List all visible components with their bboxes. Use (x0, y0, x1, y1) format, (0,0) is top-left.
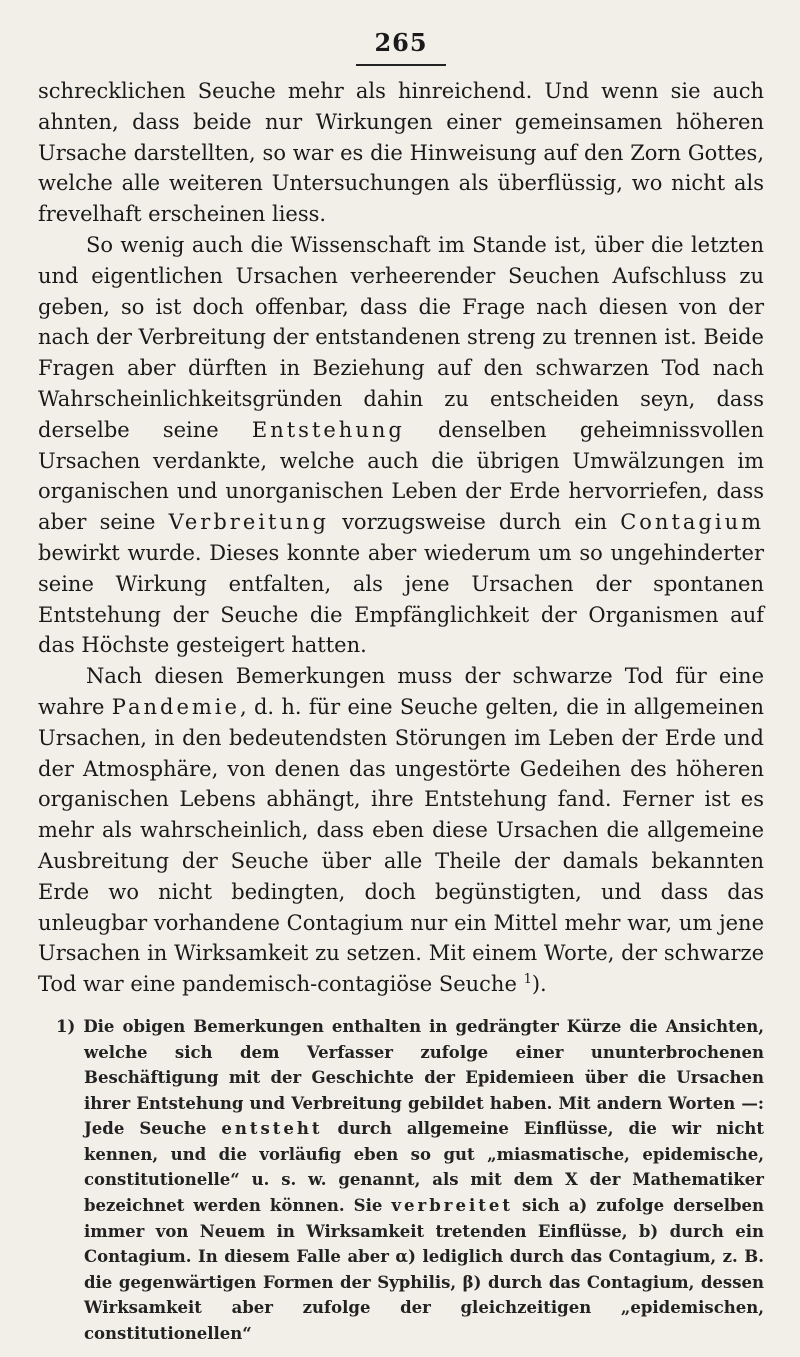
paragraph-3-text-c: ). (531, 972, 547, 997)
footnote-text-c: sich a) zufolge derselben immer von Neuem in Wirksamkeit tretenden Einflüsse, b) durch ein Contagium. In diesem Falle aber α) lediglich durch das Contagium, z. B. die gegenwärtigen Formen der Syphilis, β) durch das Contagium, dessen Wirksamkeit aber zufolge der gleichzeitigen „epidemischen, constitutionellen“ (84, 1196, 764, 1344)
book-page (38, 28, 765, 1344)
spaced-word-verbreitung: Verbreitung (168, 510, 329, 535)
paragraph-3-text-b: , d. h. für eine Seuche gelten, die in allgemeinen Ursachen, in den bedeutendsten Störungen im Leben der Erde und der Atmosphäre, von denen das ungestörte Gedeihen des höheren organischen Lebens abhängt, ihre Entstehung fand. Ferner ist es mehr als wahrscheinlich, dass eben diese Ursachen die allgemeine Ausbreitung der Seuche über alle Theile der damals bekannten Erde wo nicht bedingten, doch begünstigten, und dass das unleugbar vorhandene Contagium nur ein Mittel mehr war, um jene Ursachen in Wirksamkeit zu setzen. Mit einem Worte, der schwarze Tod war eine pandemisch-contagiöse Seuche (38, 694, 764, 997)
paragraph-2 (38, 230, 764, 661)
page-number: 265 (374, 28, 428, 57)
footnote (38, 1014, 764, 1347)
spaced-word-entsteht: entsteht (221, 1119, 323, 1139)
paragraph-2-text-b: denselben geheimnissvollen Ursachen verdankte, welche auch die übrigen Umwälzungen im organischen und unorganischen Leben der Erde hervorriefen, dass aber seine (38, 417, 764, 535)
paragraph-2-text-c: vorzugsweise durch ein (328, 510, 621, 535)
spaced-word-contagium: Contagium (620, 510, 765, 535)
paragraph-3 (38, 661, 764, 1000)
paragraph-3-text-a: Nach diesen Bemerkungen muss der schwarze Tod für eine wahre (38, 664, 764, 719)
footnote-reference: 1 (523, 972, 532, 988)
page-number-rule (356, 64, 446, 66)
footnote-text-a: Die obigen Bemerkungen enthalten in gedrängter Kürze die Ansichten, welche sich dem Verfasser zufolge einer ununterbrochenen Beschäftigung mit der Geschichte der Epidemieen über die Ursachen ihrer Entstehung und Verbreitung gebildet haben. Mit andern Worten —: Jede Seuche (75, 1016, 764, 1139)
paragraph-2-text-d: bewirkt wurde. Dieses konnte aber wiederum um so ungehinderter seine Wirkung entfalten, als jene Ursachen der spontanen Entstehung der Seuche die Empfänglichkeit der Organismen auf das Höchste gesteigert hatten. (38, 540, 764, 658)
spaced-word-pandemie: Pandemie (111, 694, 240, 719)
paragraph-1: schrecklichen Seuche mehr als hinreichend. Und wenn sie auch ahnten, dass beide nur Wirkungen einer gemeinsamen höheren Ursache darstellten, so war es die Hinweisung auf den Zorn Gottes, welche alle weiteren Untersuchungen als überflüssig, wo nicht als frevelhaft erscheinen liess. (38, 79, 764, 227)
footnote-marker: 1) (56, 1016, 76, 1036)
spaced-word-verbreitet: verbreitet (391, 1196, 513, 1216)
paragraph-2-text-a: So wenig auch die Wissenschaft im Stande ist, über die letzten und eigentlichen Ursachen verheerender Seuchen Aufschluss zu geben, so ist doch offenbar, dass die Frage nach diesen von der nach der Verbreitung der entstandenen streng zu trennen ist. Beide Fragen aber dürften in Beziehung auf den schwarzen Tod nach Wahrscheinlichkeitsgründen dahin zu entscheiden seyn, dass derselbe seine (38, 232, 764, 442)
spaced-word-entstehung: Entstehung (251, 417, 405, 442)
footnote-text-b: durch allgemeine Einflüsse, die wir nicht kennen, und die vorläufig eben so gut „miasmatische, epidemische, constitutionelle“ u. s. w. genannt, als mit dem X der Mathematiker bezeichnet werden können. Sie (84, 1119, 764, 1216)
